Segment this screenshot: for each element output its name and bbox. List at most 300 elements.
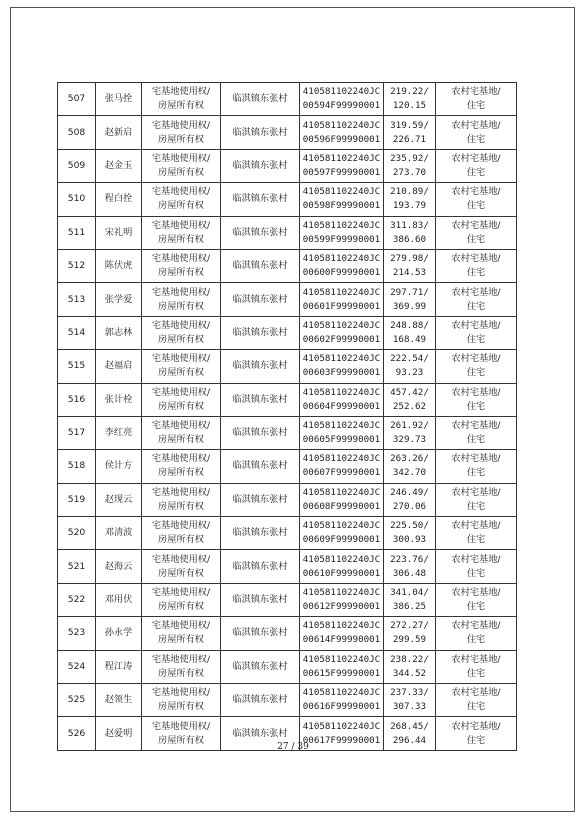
cell-location: 临淇镇东张村 xyxy=(221,450,300,483)
cell-right-type-line-1: 宅基地使用权/ xyxy=(151,520,211,532)
table-row xyxy=(58,149,517,182)
cell-location: 临淇镇东张村 xyxy=(221,717,300,750)
cell-unit-code-line-1: 410581102240JC xyxy=(302,520,381,532)
cell-unit-code-line-1: 410581102240JC xyxy=(302,553,381,565)
cell-unit-code-line-2: 00609F99990001 xyxy=(302,534,381,546)
cell-area-line-1: 272.27/ xyxy=(390,620,429,632)
cell-area xyxy=(384,283,436,316)
table-row xyxy=(58,83,517,116)
cell-number: 520 xyxy=(58,517,96,550)
cell-area xyxy=(384,583,436,616)
cell-right-type xyxy=(142,283,221,316)
cell-number: 513 xyxy=(58,283,96,316)
cell-area xyxy=(384,450,436,483)
cell-unit-code-line-2: 00610F99990001 xyxy=(302,567,381,579)
cell-usage-line-2: 住宅 xyxy=(466,534,486,546)
cell-right-type xyxy=(142,416,221,449)
cell-area-line-1: 457.42/ xyxy=(390,386,429,398)
cell-area-line-2: 270.06 xyxy=(392,500,427,512)
cell-owner-name: 赵现云 xyxy=(96,483,142,516)
cell-unit-code xyxy=(300,483,384,516)
cell-owner-name: 邓清波 xyxy=(96,517,142,550)
cell-number: 524 xyxy=(58,650,96,683)
cell-owner-name: 郭志林 xyxy=(96,316,142,349)
cell-usage-line-1: 农村宅基地/ xyxy=(451,119,501,131)
cell-unit-code-line-1: 410581102240JC xyxy=(302,319,381,331)
cell-area-line-1: 246.49/ xyxy=(390,486,429,498)
cell-area xyxy=(384,116,436,149)
cell-right-type xyxy=(142,650,221,683)
cell-location: 临淇镇东张村 xyxy=(221,249,300,282)
cell-number: 516 xyxy=(58,383,96,416)
cell-usage-line-1: 农村宅基地/ xyxy=(451,286,501,298)
cell-unit-code-line-2: 00604F99990001 xyxy=(302,400,381,412)
cell-unit-code-line-1: 410581102240JC xyxy=(302,386,381,398)
cell-area-line-2: 386.25 xyxy=(392,601,427,613)
cell-owner-name: 侯计方 xyxy=(96,450,142,483)
cell-owner-name: 陈伏虎 xyxy=(96,249,142,282)
cell-unit-code-line-2: 00602F99990001 xyxy=(302,333,381,345)
cell-right-type xyxy=(142,450,221,483)
cell-number: 511 xyxy=(58,216,96,249)
cell-usage xyxy=(436,550,517,583)
cell-area xyxy=(384,350,436,383)
cell-area xyxy=(384,83,436,116)
cell-area xyxy=(384,517,436,550)
table-row xyxy=(58,617,517,650)
cell-usage xyxy=(436,416,517,449)
cell-unit-code-line-2: 00605F99990001 xyxy=(302,434,381,446)
table-row xyxy=(58,483,517,516)
cell-usage-line-2: 住宅 xyxy=(466,300,486,312)
cell-unit-code-line-1: 410581102240JC xyxy=(302,286,381,298)
table-row xyxy=(58,650,517,683)
cell-unit-code-line-2: 00600F99990001 xyxy=(302,267,381,279)
cell-location: 临淇镇东张村 xyxy=(221,283,300,316)
table-row xyxy=(58,684,517,717)
cell-area-line-1: 223.76/ xyxy=(390,553,429,565)
cell-usage-line-1: 农村宅基地/ xyxy=(451,386,501,398)
cell-area-line-2: 369.99 xyxy=(392,300,427,312)
cell-unit-code xyxy=(300,517,384,550)
cell-area xyxy=(384,149,436,182)
table-row xyxy=(58,550,517,583)
cell-unit-code xyxy=(300,450,384,483)
cell-right-type-line-1: 宅基地使用权/ xyxy=(151,653,211,665)
cell-location: 临淇镇东张村 xyxy=(221,583,300,616)
cell-usage xyxy=(436,249,517,282)
cell-usage-line-1: 农村宅基地/ xyxy=(451,553,501,565)
cell-unit-code-line-2: 00612F99990001 xyxy=(302,601,381,613)
cell-owner-name: 孙永学 xyxy=(96,617,142,650)
cell-usage-line-1: 农村宅基地/ xyxy=(451,86,501,98)
cell-unit-code xyxy=(300,383,384,416)
cell-right-type-line-2: 房屋所有权 xyxy=(158,534,204,546)
cell-right-type-line-2: 房屋所有权 xyxy=(158,667,204,679)
cell-right-type xyxy=(142,383,221,416)
cell-right-type-line-1: 宅基地使用权/ xyxy=(151,386,211,398)
cell-right-type xyxy=(142,684,221,717)
cell-area-line-2: 386.60 xyxy=(392,233,427,245)
cell-unit-code-line-2: 00603F99990001 xyxy=(302,367,381,379)
cell-right-type xyxy=(142,517,221,550)
cell-usage-line-2: 住宅 xyxy=(466,200,486,212)
cell-usage-line-1: 农村宅基地/ xyxy=(451,152,501,164)
cell-area-line-2: 214.53 xyxy=(392,267,427,279)
cell-unit-code xyxy=(300,650,384,683)
cell-unit-code-line-1: 410581102240JC xyxy=(302,687,381,699)
cell-area-line-2: 329.73 xyxy=(392,434,427,446)
cell-number: 525 xyxy=(58,684,96,717)
cell-right-type-line-2: 房屋所有权 xyxy=(158,267,204,279)
cell-usage-line-1: 农村宅基地/ xyxy=(451,620,501,632)
cell-usage-line-2: 住宅 xyxy=(466,701,486,713)
cell-number: 510 xyxy=(58,183,96,216)
cell-area-line-2: 120.15 xyxy=(392,100,427,112)
cell-unit-code-line-1: 410581102240JC xyxy=(302,353,381,365)
cell-area-line-1: 225.50/ xyxy=(390,520,429,532)
cell-usage-line-1: 农村宅基地/ xyxy=(451,486,501,498)
cell-number: 507 xyxy=(58,83,96,116)
cell-usage-line-1: 农村宅基地/ xyxy=(451,319,501,331)
cell-right-type xyxy=(142,316,221,349)
table-row xyxy=(58,249,517,282)
cell-location: 临淇镇东张村 xyxy=(221,316,300,349)
cell-unit-code xyxy=(300,416,384,449)
cell-right-type-line-1: 宅基地使用权/ xyxy=(151,319,211,331)
table-row xyxy=(58,183,517,216)
cell-unit-code-line-1: 410581102240JC xyxy=(302,219,381,231)
cell-right-type-line-2: 房屋所有权 xyxy=(158,734,204,746)
cell-right-type-line-2: 房屋所有权 xyxy=(158,300,204,312)
cell-usage-line-1: 农村宅基地/ xyxy=(451,219,501,231)
cell-usage-line-2: 住宅 xyxy=(466,400,486,412)
cell-usage-line-2: 住宅 xyxy=(466,667,486,679)
cell-number: 523 xyxy=(58,617,96,650)
cell-usage-line-2: 住宅 xyxy=(466,133,486,145)
cell-unit-code xyxy=(300,216,384,249)
cell-area-line-1: 238.22/ xyxy=(390,653,429,665)
cell-usage-line-1: 农村宅基地/ xyxy=(451,520,501,532)
cell-number: 517 xyxy=(58,416,96,449)
table-row xyxy=(58,583,517,616)
cell-right-type xyxy=(142,483,221,516)
cell-number: 519 xyxy=(58,483,96,516)
cell-location: 临淇镇东张村 xyxy=(221,116,300,149)
cell-unit-code-line-1: 410581102240JC xyxy=(302,420,381,432)
cell-usage-line-1: 农村宅基地/ xyxy=(451,720,501,732)
cell-right-type xyxy=(142,550,221,583)
cell-right-type-line-2: 房屋所有权 xyxy=(158,200,204,212)
cell-area-line-2: 226.71 xyxy=(392,133,427,145)
cell-area-line-2: 93.23 xyxy=(395,367,424,379)
cell-location: 临淇镇东张村 xyxy=(221,216,300,249)
table-row xyxy=(58,350,517,383)
cell-unit-code xyxy=(300,249,384,282)
cell-right-type-line-1: 宅基地使用权/ xyxy=(151,587,211,599)
cell-area xyxy=(384,684,436,717)
cell-right-type-line-2: 房屋所有权 xyxy=(158,601,204,613)
cell-usage-line-2: 住宅 xyxy=(466,100,486,112)
cell-owner-name: 赵新启 xyxy=(96,116,142,149)
cell-right-type-line-2: 房屋所有权 xyxy=(158,100,204,112)
cell-usage xyxy=(436,450,517,483)
cell-owner-name: 赵福启 xyxy=(96,350,142,383)
cell-area-line-1: 210.89/ xyxy=(390,186,429,198)
cell-area-line-2: 300.93 xyxy=(392,534,427,546)
cell-location: 临淇镇东张村 xyxy=(221,383,300,416)
cell-right-type xyxy=(142,617,221,650)
cell-location: 临淇镇东张村 xyxy=(221,416,300,449)
cell-area-line-2: 299.59 xyxy=(392,634,427,646)
cell-unit-code-line-2: 00608F99990001 xyxy=(302,500,381,512)
cell-location: 临淇镇东张村 xyxy=(221,517,300,550)
cell-location: 临淇镇东张村 xyxy=(221,550,300,583)
cell-number: 512 xyxy=(58,249,96,282)
cell-owner-name: 程白拴 xyxy=(96,183,142,216)
cell-usage-line-2: 住宅 xyxy=(466,333,486,345)
cell-unit-code xyxy=(300,116,384,149)
cell-number: 518 xyxy=(58,450,96,483)
cell-location: 临淇镇东张村 xyxy=(221,83,300,116)
cell-location: 临淇镇东张村 xyxy=(221,149,300,182)
cell-area-line-2: 193.79 xyxy=(392,200,427,212)
cell-location: 临淇镇东张村 xyxy=(221,483,300,516)
cell-right-type-line-2: 房屋所有权 xyxy=(158,500,204,512)
cell-number: 515 xyxy=(58,350,96,383)
cell-usage xyxy=(436,684,517,717)
cell-right-type-line-1: 宅基地使用权/ xyxy=(151,720,211,732)
cell-area xyxy=(384,249,436,282)
cell-unit-code xyxy=(300,583,384,616)
cell-owner-name: 赵金玉 xyxy=(96,149,142,182)
cell-usage xyxy=(436,383,517,416)
cell-owner-name: 邓用伏 xyxy=(96,583,142,616)
cell-right-type-line-2: 房屋所有权 xyxy=(158,701,204,713)
cell-usage xyxy=(436,149,517,182)
cell-unit-code-line-1: 410581102240JC xyxy=(302,620,381,632)
cell-right-type-line-1: 宅基地使用权/ xyxy=(151,119,211,131)
cell-usage xyxy=(436,617,517,650)
cell-usage xyxy=(436,350,517,383)
cell-usage xyxy=(436,650,517,683)
cell-unit-code xyxy=(300,617,384,650)
cell-number: 514 xyxy=(58,316,96,349)
cell-owner-name: 张计栓 xyxy=(96,383,142,416)
cell-usage-line-2: 住宅 xyxy=(466,734,486,746)
cell-area xyxy=(384,617,436,650)
cell-area-line-1: 235.92/ xyxy=(390,152,429,164)
cell-usage-line-1: 农村宅基地/ xyxy=(451,420,501,432)
cell-area-line-1: 341.04/ xyxy=(390,587,429,599)
cell-usage-line-1: 农村宅基地/ xyxy=(451,453,501,465)
cell-number: 508 xyxy=(58,116,96,149)
table-row xyxy=(58,116,517,149)
cell-area-line-1: 222.54/ xyxy=(390,353,429,365)
cell-area xyxy=(384,316,436,349)
cell-usage-line-2: 住宅 xyxy=(466,567,486,579)
cell-usage xyxy=(436,483,517,516)
cell-owner-name: 赵爱明 xyxy=(96,717,142,750)
cell-usage xyxy=(436,116,517,149)
cell-unit-code-line-2: 00601F99990001 xyxy=(302,300,381,312)
cell-unit-code xyxy=(300,83,384,116)
cell-usage xyxy=(436,583,517,616)
cell-right-type-line-1: 宅基地使用权/ xyxy=(151,353,211,365)
cell-unit-code-line-1: 410581102240JC xyxy=(302,119,381,131)
cell-right-type-line-1: 宅基地使用权/ xyxy=(151,86,211,98)
cell-owner-name: 赵领生 xyxy=(96,684,142,717)
cell-unit-code xyxy=(300,316,384,349)
cell-usage-line-1: 农村宅基地/ xyxy=(451,253,501,265)
cell-owner-name: 李红亮 xyxy=(96,416,142,449)
cell-unit-code-line-1: 410581102240JC xyxy=(302,653,381,665)
cell-area xyxy=(384,483,436,516)
cell-location: 临淇镇东张村 xyxy=(221,350,300,383)
cell-area-line-1: 311.83/ xyxy=(390,219,429,231)
cell-right-type xyxy=(142,249,221,282)
cell-right-type-line-2: 房屋所有权 xyxy=(158,434,204,446)
cell-area xyxy=(384,416,436,449)
table-row xyxy=(58,383,517,416)
cell-owner-name: 张马拴 xyxy=(96,83,142,116)
cell-owner-name: 程江涛 xyxy=(96,650,142,683)
page-number: 27 / 39 xyxy=(277,742,309,752)
cell-owner-name: 张学爱 xyxy=(96,283,142,316)
cell-usage-line-2: 住宅 xyxy=(466,634,486,646)
cell-number: 509 xyxy=(58,149,96,182)
cell-unit-code-line-1: 410581102240JC xyxy=(302,453,381,465)
cell-right-type xyxy=(142,583,221,616)
cell-area-line-1: 261.92/ xyxy=(390,420,429,432)
cell-area-line-1: 297.71/ xyxy=(390,286,429,298)
cell-right-type-line-2: 房屋所有权 xyxy=(158,166,204,178)
cell-location: 临淇镇东张村 xyxy=(221,617,300,650)
cell-right-type-line-2: 房屋所有权 xyxy=(158,567,204,579)
cell-usage xyxy=(436,216,517,249)
cell-unit-code-line-2: 00596F99990001 xyxy=(302,133,381,145)
table-row xyxy=(58,450,517,483)
cell-usage xyxy=(436,517,517,550)
table-row xyxy=(58,316,517,349)
cell-unit-code-line-2: 00594F99990001 xyxy=(302,100,381,112)
cell-area xyxy=(384,216,436,249)
cell-usage-line-2: 住宅 xyxy=(466,467,486,479)
cell-area-line-2: 168.49 xyxy=(392,333,427,345)
cell-unit-code-line-1: 410581102240JC xyxy=(302,152,381,164)
cell-right-type-line-1: 宅基地使用权/ xyxy=(151,253,211,265)
cell-usage xyxy=(436,283,517,316)
cell-area-line-1: 237.33/ xyxy=(390,687,429,699)
cell-area-line-2: 306.48 xyxy=(392,567,427,579)
cell-right-type-line-2: 房屋所有权 xyxy=(158,367,204,379)
cell-area xyxy=(384,183,436,216)
cell-right-type xyxy=(142,350,221,383)
cell-area-line-1: 279.98/ xyxy=(390,253,429,265)
cell-right-type-line-2: 房屋所有权 xyxy=(158,133,204,145)
cell-usage-line-2: 住宅 xyxy=(466,500,486,512)
cell-location: 临淇镇东张村 xyxy=(221,684,300,717)
cell-area-line-1: 319.59/ xyxy=(390,119,429,131)
cell-unit-code-line-1: 410581102240JC xyxy=(302,253,381,265)
cell-unit-code-line-1: 410581102240JC xyxy=(302,186,381,198)
cell-unit-code xyxy=(300,684,384,717)
cell-right-type-line-1: 宅基地使用权/ xyxy=(151,453,211,465)
cell-right-type-line-2: 房屋所有权 xyxy=(158,467,204,479)
cell-area-line-2: 342.70 xyxy=(392,467,427,479)
cell-unit-code xyxy=(300,149,384,182)
cell-unit-code-line-1: 410581102240JC xyxy=(302,587,381,599)
cell-area xyxy=(384,383,436,416)
cell-unit-code-line-2: 00598F99990001 xyxy=(302,200,381,212)
cell-usage-line-2: 住宅 xyxy=(466,367,486,379)
cell-usage-line-1: 农村宅基地/ xyxy=(451,353,501,365)
cell-area-line-1: 268.45/ xyxy=(390,720,429,732)
cell-right-type-line-1: 宅基地使用权/ xyxy=(151,486,211,498)
cell-unit-code-line-2: 00616F99990001 xyxy=(302,701,381,713)
cell-number: 521 xyxy=(58,550,96,583)
cell-unit-code-line-2: 00615F99990001 xyxy=(302,667,381,679)
cell-usage-line-2: 住宅 xyxy=(466,166,486,178)
cell-unit-code xyxy=(300,350,384,383)
cell-unit-code xyxy=(300,283,384,316)
cell-area-line-2: 273.70 xyxy=(392,166,427,178)
table-row xyxy=(58,517,517,550)
cell-right-type xyxy=(142,149,221,182)
cell-area-line-1: 219.22/ xyxy=(390,86,429,98)
table-row xyxy=(58,216,517,249)
cell-usage-line-2: 住宅 xyxy=(466,267,486,279)
cell-right-type xyxy=(142,183,221,216)
cell-usage-line-1: 农村宅基地/ xyxy=(451,653,501,665)
cell-unit-code-line-1: 410581102240JC xyxy=(302,486,381,498)
registry-table xyxy=(57,82,517,751)
cell-area-line-1: 248.88/ xyxy=(390,319,429,331)
cell-area-line-1: 263.26/ xyxy=(390,453,429,465)
cell-usage-line-2: 住宅 xyxy=(466,233,486,245)
cell-unit-code xyxy=(300,550,384,583)
cell-unit-code-line-1: 410581102240JC xyxy=(302,86,381,98)
cell-area xyxy=(384,550,436,583)
cell-right-type-line-2: 房屋所有权 xyxy=(158,233,204,245)
cell-usage-line-2: 住宅 xyxy=(466,434,486,446)
cell-number: 522 xyxy=(58,583,96,616)
cell-right-type xyxy=(142,83,221,116)
cell-right-type xyxy=(142,116,221,149)
cell-area-line-2: 252.62 xyxy=(392,400,427,412)
cell-unit-code-line-2: 00614F99990001 xyxy=(302,634,381,646)
cell-unit-code-line-2: 00617F99990001 xyxy=(302,734,381,746)
cell-usage-line-1: 农村宅基地/ xyxy=(451,687,501,699)
cell-area-line-2: 296.44 xyxy=(392,734,427,746)
cell-area xyxy=(384,650,436,683)
cell-number: 526 xyxy=(58,717,96,750)
cell-usage xyxy=(436,83,517,116)
table-row xyxy=(58,283,517,316)
cell-unit-code xyxy=(300,183,384,216)
cell-unit-code-line-2: 00607F99990001 xyxy=(302,467,381,479)
cell-right-type-line-2: 房屋所有权 xyxy=(158,634,204,646)
cell-right-type-line-1: 宅基地使用权/ xyxy=(151,553,211,565)
cell-owner-name: 宋礼明 xyxy=(96,216,142,249)
cell-right-type-line-1: 宅基地使用权/ xyxy=(151,219,211,231)
cell-area-line-2: 307.33 xyxy=(392,701,427,713)
cell-right-type-line-1: 宅基地使用权/ xyxy=(151,620,211,632)
cell-right-type xyxy=(142,216,221,249)
cell-usage-line-1: 农村宅基地/ xyxy=(451,186,501,198)
cell-location: 临淇镇东张村 xyxy=(221,650,300,683)
cell-location: 临淇镇东张村 xyxy=(221,183,300,216)
